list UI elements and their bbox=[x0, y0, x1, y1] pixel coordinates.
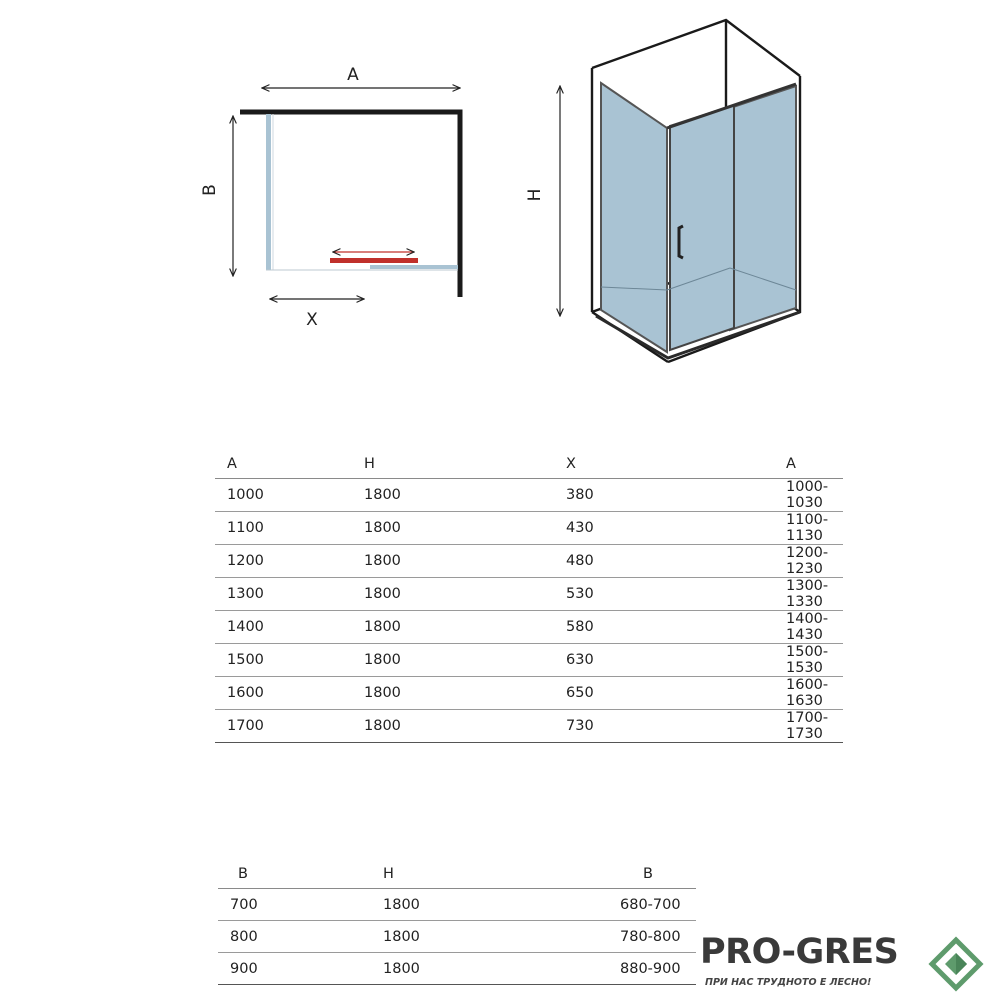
cell-x: 380 bbox=[524, 479, 751, 512]
cell-a-range: 1600-1630 bbox=[751, 677, 843, 710]
cell-a-range: 1400-1430 bbox=[751, 611, 843, 644]
elevation-side-glass bbox=[601, 83, 667, 352]
plan-sliding-door bbox=[330, 258, 418, 263]
brand-name: PRO-GRES bbox=[700, 932, 899, 972]
table-row bbox=[215, 512, 843, 545]
diamond-logo-icon bbox=[928, 936, 984, 992]
cell-h: 1800 bbox=[352, 611, 524, 644]
header-a-range: A bbox=[751, 449, 843, 479]
cell-h: 1800 bbox=[352, 512, 524, 545]
cell-a: 1300 bbox=[215, 578, 352, 611]
size-table-b bbox=[218, 859, 696, 985]
cell-h: 1800 bbox=[352, 578, 524, 611]
table-row bbox=[215, 644, 843, 677]
cell-a-range: 1300-1330 bbox=[751, 578, 843, 611]
cell-b: 700 bbox=[218, 889, 371, 921]
dimension-a-label: A bbox=[347, 65, 359, 85]
header-h: H bbox=[371, 859, 543, 889]
header-b-range: B bbox=[543, 859, 696, 889]
cell-a-range: 1200-1230 bbox=[751, 545, 843, 578]
table-header-row bbox=[215, 449, 843, 479]
shower-diagram bbox=[0, 0, 1000, 400]
cell-h: 1800 bbox=[352, 710, 524, 743]
table-row bbox=[215, 545, 843, 578]
cell-h: 1800 bbox=[371, 889, 543, 921]
cell-x: 580 bbox=[524, 611, 751, 644]
cell-x: 650 bbox=[524, 677, 751, 710]
cell-a: 1600 bbox=[215, 677, 352, 710]
cell-a-range: 1500-1530 bbox=[751, 644, 843, 677]
header-b: B bbox=[218, 859, 371, 889]
cell-a: 1400 bbox=[215, 611, 352, 644]
cell-a: 1100 bbox=[215, 512, 352, 545]
cell-a-range: 1700-1730 bbox=[751, 710, 843, 743]
size-table-a bbox=[215, 449, 843, 743]
dimension-x-label: X bbox=[306, 310, 318, 330]
cell-a: 1200 bbox=[215, 545, 352, 578]
cell-h: 1800 bbox=[352, 545, 524, 578]
table-row bbox=[218, 921, 696, 953]
table-header-row bbox=[218, 859, 696, 889]
cell-h: 1800 bbox=[371, 953, 543, 985]
table-row bbox=[215, 578, 843, 611]
cell-a: 1500 bbox=[215, 644, 352, 677]
plan-front-glass bbox=[370, 265, 458, 269]
cell-a-range: 1000-1030 bbox=[751, 479, 843, 512]
table-row bbox=[215, 611, 843, 644]
cell-a-range: 1100-1130 bbox=[751, 512, 843, 545]
header-h: H bbox=[352, 449, 524, 479]
elevation-front-glass bbox=[730, 86, 796, 330]
cell-h: 1800 bbox=[352, 644, 524, 677]
dimension-h-label: H bbox=[525, 188, 545, 202]
header-x: X bbox=[524, 449, 751, 479]
table-row bbox=[218, 953, 696, 985]
table-row bbox=[215, 677, 843, 710]
cell-h: 1800 bbox=[352, 479, 524, 512]
plan-view bbox=[200, 65, 460, 330]
brand-logo bbox=[700, 930, 990, 995]
elevation-view bbox=[525, 20, 800, 362]
table-row bbox=[218, 889, 696, 921]
cell-x: 630 bbox=[524, 644, 751, 677]
dimension-b-label: B bbox=[200, 184, 220, 196]
cell-x: 430 bbox=[524, 512, 751, 545]
cell-b-range: 780-800 bbox=[543, 921, 696, 953]
cell-x: 530 bbox=[524, 578, 751, 611]
header-a: A bbox=[215, 449, 352, 479]
cell-b: 800 bbox=[218, 921, 371, 953]
table-row bbox=[215, 710, 843, 743]
cell-a: 1700 bbox=[215, 710, 352, 743]
cell-a: 1000 bbox=[215, 479, 352, 512]
cell-x: 730 bbox=[524, 710, 751, 743]
cell-b-range: 880-900 bbox=[543, 953, 696, 985]
brand-slogan: ПРИ НАС ТРУДНОТО Е ЛЕСНО! bbox=[705, 977, 872, 988]
cell-x: 480 bbox=[524, 545, 751, 578]
cell-h: 1800 bbox=[371, 921, 543, 953]
table-row bbox=[215, 479, 843, 512]
plan-side-glass bbox=[266, 114, 271, 270]
cell-b-range: 680-700 bbox=[543, 889, 696, 921]
cell-h: 1800 bbox=[352, 677, 524, 710]
cell-b: 900 bbox=[218, 953, 371, 985]
